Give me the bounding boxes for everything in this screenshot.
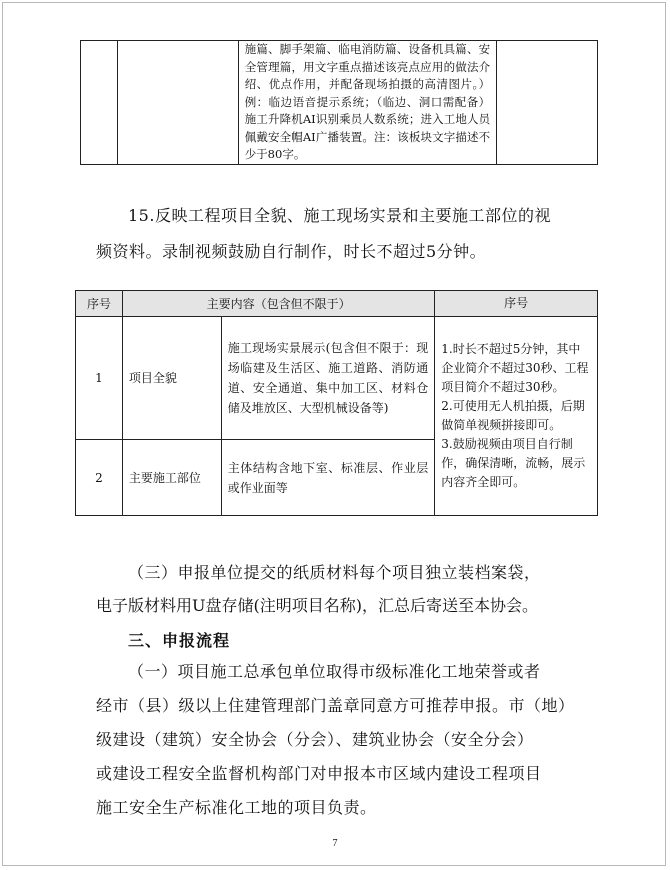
notes-cell — [435, 317, 598, 516]
table-cell-empty — [81, 41, 118, 165]
process-line5: 施工安全生产标准化工地的项目负责。 — [96, 798, 377, 817]
item-15-line1: 15.反映工程项目全貌、施工现场实景和主要施工部位的视 — [128, 206, 551, 225]
row-number: 2 — [76, 440, 123, 516]
table-cell-empty — [117, 41, 238, 165]
note-2: 2.可使用无人机拍摄，后期做简单视频拼接即可。 — [441, 399, 585, 432]
header-note: 序号 — [435, 291, 598, 317]
table-header-row — [76, 291, 598, 317]
process-line3: 级建设（建筑）安全协会（分会）、建筑业协会（安全分会） — [96, 730, 534, 749]
item-15-line2: 频资料。录制视频鼓励自行制作，时长不超过5分钟。 — [96, 242, 487, 261]
table-cell-empty — [497, 41, 598, 165]
row-item: 主要施工部位 — [122, 440, 221, 516]
header-content: 主要内容（包含但不限于） — [122, 291, 434, 317]
para-3-line1: （三）申报单位提交的纸质材料每个项目独立装档案袋， — [128, 563, 541, 582]
table-row — [81, 41, 598, 165]
row-description: 施工现场实景展示(包含但不限于：现场临建及生活区、施工道路、消防通道、安全通道、集中加工区、材料仓储及堆放区、大型机械设备等) — [221, 317, 435, 440]
page-number: 7 — [332, 838, 338, 849]
process-line4: 或建设工程安全监督机构部门对申报本市区域内建设工程项目 — [96, 764, 542, 783]
continuation-table — [80, 40, 598, 165]
note-1: 1.时长不超过5分钟，其中企业简介不超过30秒、工程项目简介不超过30秒。 — [441, 342, 589, 394]
table-cell-description: 施篇、脚手架篇、临电消防篇、设备机具篇、安全管理篇，用文字重点描述该亮点应用的做法介绍、优点作用，并配备现场拍摄的高清图片。）例：临边语音提示系统；（临边、洞口需配备）施工升降机AI识别乘员人数系统；进入工地人员佩戴安全帽AI广播装置。注：该板块文字描述不少于80字。 — [238, 41, 497, 165]
table-row — [76, 317, 598, 440]
para-3-line2: 电子版材料用U盘存储(注明项目名称)，汇总后寄送至本协会。 — [96, 596, 538, 615]
row-item: 项目全貌 — [122, 317, 221, 440]
note-3: 3.鼓励视频由项目自行制作，确保清晰，流畅，展示内容齐全即可。 — [441, 437, 586, 489]
row-description: 主体结构含地下室、标准层、作业层或作业面等 — [221, 440, 435, 516]
process-line1: （一）项目施工总承包单位取得市级标准化工地荣誉或者 — [128, 662, 541, 681]
row-number: 1 — [76, 317, 123, 440]
section-heading: 三、申报流程 — [128, 631, 231, 650]
process-line2: 经市（县）级以上住建管理部门盖章同意方可推荐申报。市（地） — [96, 696, 575, 715]
header-no: 序号 — [76, 291, 123, 317]
video-requirements-table — [75, 290, 598, 516]
